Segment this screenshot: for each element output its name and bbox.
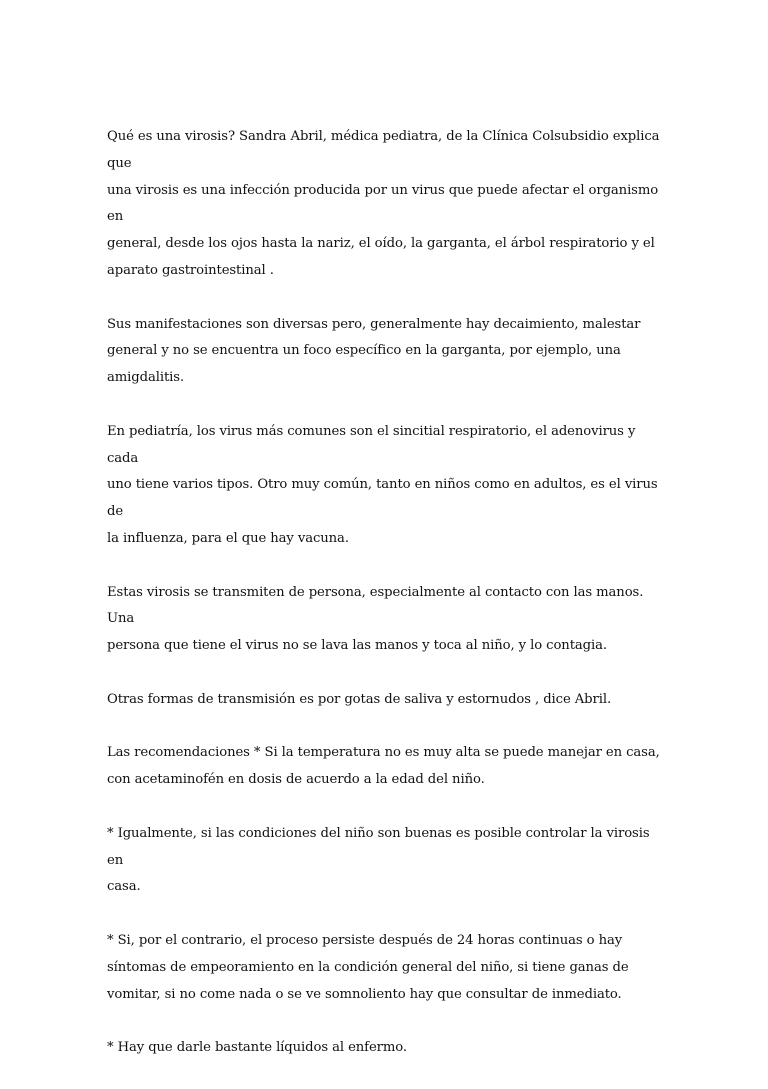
paragraph-fluids: * Hay que darle bastante líquidos al enfermo. xyxy=(107,1040,407,1056)
paragraph-transmission: Estas virosis se transmiten de persona, especialmente al contacto con las manos. Una persona que tiene el virus no se lava las manos y toca al niño, y lo contagia. xyxy=(107,584,644,654)
document-body xyxy=(107,124,667,1089)
paragraph-consult-doctor: * Si, por el contrario, el proceso persiste después de 24 horas continuas o hay síntomas de empeoramiento en la condición general del niño, si tiene ganas de vomitar, si no come nada o se ve somnoliento hay que consultar de inmediato. xyxy=(107,932,629,1002)
paragraph-home-control: * Igualmente, si las condiciones del niño son buenas es posible controlar la virosis en casa. xyxy=(107,825,650,895)
paragraph-virosis-definition: Qué es una virosis? Sandra Abril, médica pediatra, de la Clínica Colsubsidio explica que una virosis es una infección producida por un virus que puede afectar el organismo en general, desde los ojos hasta la nariz, el oído, la garganta, el árbol respiratorio y el aparato gastrointestinal . xyxy=(107,129,660,278)
paragraph-common-viruses: En pediatría, los virus más comunes son el sincitial respiratorio, el adenovirus y cada uno tiene varios tipos. Otro muy común, tanto en niños como en adultos, es el virus de la influenza, para el que hay vacuna. xyxy=(107,423,658,546)
paragraph-manifestations: Sus manifestaciones son diversas pero, generalmente hay decaimiento, malestar general y no se encuentra un foco específico en la garganta, por ejemplo, una amigdalitis. xyxy=(107,316,641,386)
paragraph-recommendations: Las recomendaciones * Si la temperatura no es muy alta se puede manejar en casa, con acetaminofén en dosis de acuerdo a la edad del niño. xyxy=(107,745,660,788)
paragraph-other-transmission: Otras formas de transmisión es por gotas de saliva y estornudos , dice Abril. xyxy=(107,691,612,707)
